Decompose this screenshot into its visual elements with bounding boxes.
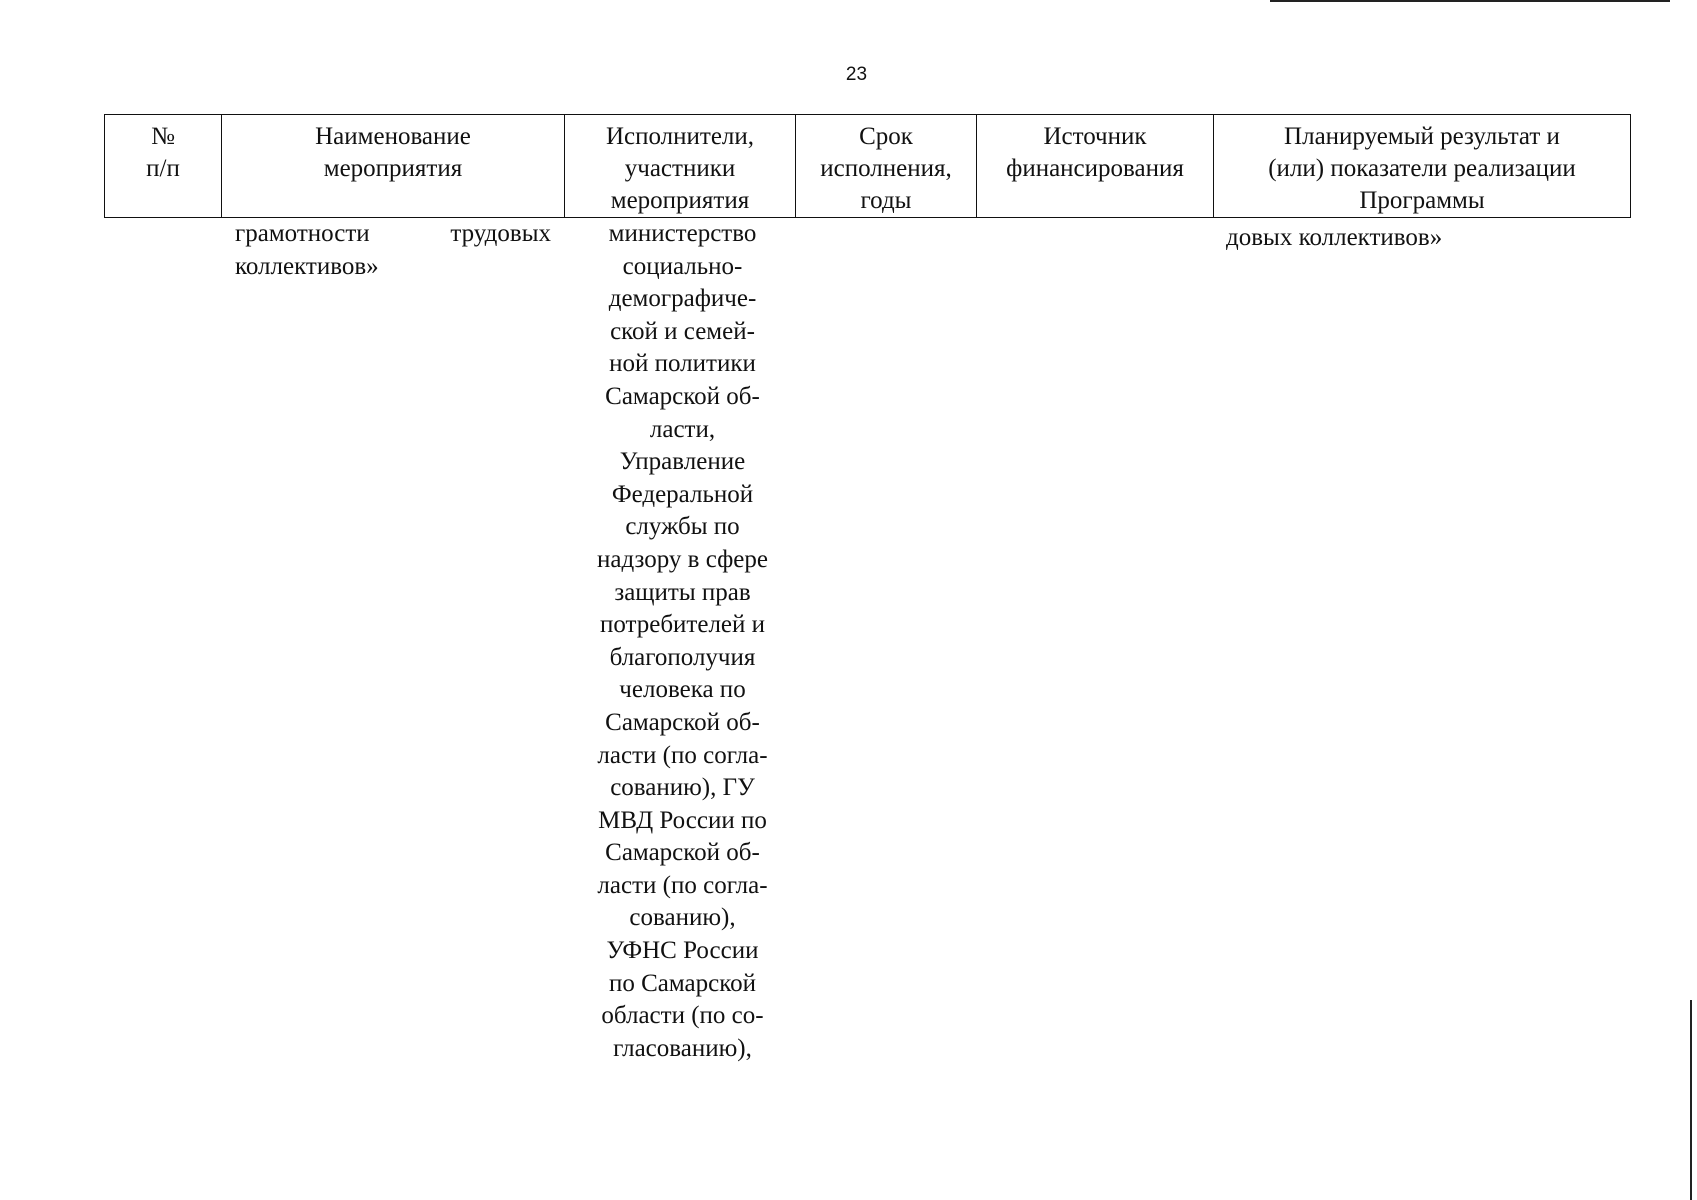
header-number: № п/п — [105, 115, 222, 218]
table-header — [104, 114, 1631, 218]
row-executors: министерство социально- демографиче- ской и семей- ной политики Самарской об- ласти, Управление Федеральной службы по надзору в сфере защиты прав потребителей и благополучия человека по Самарской об- ласти (по согла- сованию), ГУ МВД России по Самарской об- ласти (по согла- сованию), УФНС России по Самарской области (по со- гласованию), — [597, 220, 768, 1062]
header-term: Срок исполнения, годы — [796, 115, 977, 218]
header-planned-result: Планируемый результат и (или) показатели реализации Программы — [1214, 115, 1631, 218]
header-row — [105, 115, 1631, 218]
row-planned-result: довых коллективов» — [1226, 224, 1443, 251]
top-edge-rule — [1270, 0, 1670, 2]
header-event-name: Наименование мероприятия — [222, 115, 565, 218]
page-number: 23 — [845, 64, 868, 85]
right-edge-rule — [1690, 1000, 1692, 1200]
header-executors: Исполнители, участники мероприятия — [565, 115, 796, 218]
row-event-name: грамотности трудовых коллективов» — [235, 220, 551, 280]
header-funding-source: Источник финансирования — [977, 115, 1214, 218]
